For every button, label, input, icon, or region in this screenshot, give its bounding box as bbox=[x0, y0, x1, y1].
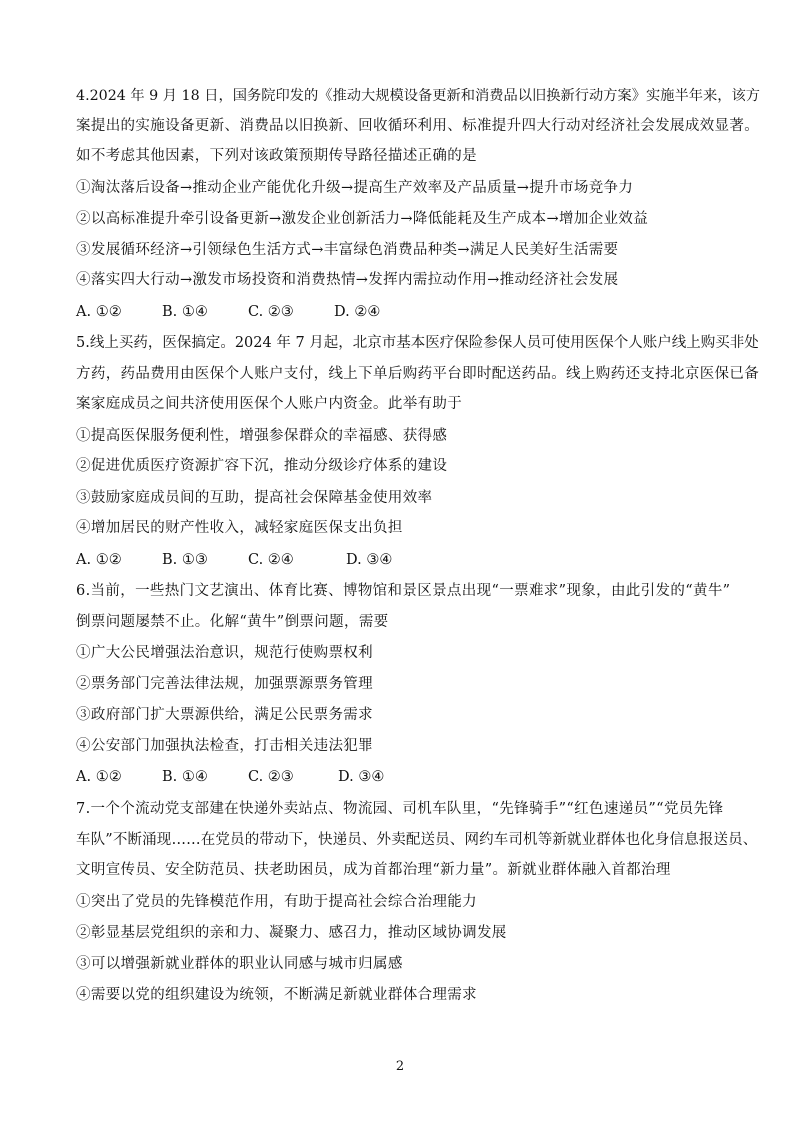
q4-option-b: B. ①④ bbox=[162, 304, 208, 320]
q6-item-1: ①广大公民增强法治意识，规范行使购票权利 bbox=[76, 645, 373, 661]
q6-options bbox=[76, 767, 384, 787]
q6-option-d: D. ③④ bbox=[338, 769, 385, 785]
q4-item-4: ④落实四大行动→激发市场投资和消费热情→发挥内需拉动作用→推动经济社会发展 bbox=[76, 272, 619, 288]
q5-item-1: ①提高医保服务便利性，增强参保群众的幸福感、获得感 bbox=[76, 428, 448, 444]
q4-option-d: D. ②④ bbox=[334, 304, 381, 320]
q4-option-a: A. ①② bbox=[76, 304, 122, 320]
q7-item-1: ①突出了党员的先锋模范作用，有助于提高社会综合治理能力 bbox=[76, 894, 477, 910]
q7-stem-line-3: 文明宣传员、安全防范员、扶老助困员，成为首都治理“新力量”。新就业群体融入首都治理 bbox=[76, 862, 671, 878]
q5-stem-line-1: 5.线上买药，医保搞定。2024 年 7 月起，北京市基本医疗保险参保人员可使用医保个人账户线上购买非处 bbox=[76, 335, 759, 351]
q4-options bbox=[76, 302, 380, 322]
q5-item-3: ③鼓励家庭成员间的互助，提高社会保障基金使用效率 bbox=[76, 490, 433, 506]
q6-item-4: ④公安部门加强执法检查，打击相关违法犯罪 bbox=[76, 738, 373, 754]
q4-stem-line-1: 4.2024 年 9 月 18 日，国务院印发的《推动大规模设备更新和消费品以旧换新行动方案》实施半年来，该方 bbox=[76, 88, 760, 104]
q6-stem-line-1: 6.当前，一些热门文艺演出、体育比赛、博物馆和景区景点出现“一票难求”现象，由此引发的“黄牛” bbox=[76, 583, 731, 599]
q7-item-2: ②彰显基层党组织的亲和力、凝聚力、感召力，推动区域协调发展 bbox=[76, 925, 507, 941]
q5-options bbox=[76, 550, 392, 570]
q6-option-a: A. ①② bbox=[76, 769, 122, 785]
q6-item-3: ③政府部门扩大票源供给，满足公民票务需求 bbox=[76, 707, 373, 723]
q7-stem-line-1: 7.一个个流动党支部建在快递外卖站点、物流园、司机车队里，“先锋骑手”“红色速递员”“党员先锋 bbox=[76, 801, 724, 817]
q5-option-a: A. ①② bbox=[76, 552, 122, 568]
q4-item-3: ③发展循环经济→引领绿色生活方式→丰富绿色消费品种类→满足人民美好生活需要 bbox=[76, 242, 619, 258]
q6-option-b: B. ①④ bbox=[162, 769, 208, 785]
q6-option-c: C. ②③ bbox=[248, 769, 294, 785]
q4-item-2: ②以高标准提升牵引设备更新→激发企业创新活力→降低能耗及生产成本→增加企业效益 bbox=[76, 211, 649, 227]
q5-stem-line-2: 方药，药品费用由医保个人账户支付，线上下单后购药平台即时配送药品。线上购药还支持北京医保已备 bbox=[76, 366, 760, 382]
q5-option-c: C. ②④ bbox=[248, 552, 294, 568]
q5-stem-line-3: 案家庭成员之间共济使用医保个人账户内资金。此举有助于 bbox=[76, 396, 463, 412]
q7-item-4: ④需要以党的组织建设为统领，不断满足新就业群体合理需求 bbox=[76, 987, 477, 1003]
q6-item-2: ②票务部门完善法律法规，加强票源票务管理 bbox=[76, 676, 373, 692]
q5-option-b: B. ①③ bbox=[162, 552, 208, 568]
page-number: 2 bbox=[395, 1059, 405, 1074]
q4-item-1: ①淘汰落后设备→推动企业产能优化升级→提高生产效率及产品质量→提升市场竞争力 bbox=[76, 180, 634, 196]
q7-item-3: ③可以增强新就业群体的职业认同感与城市归属感 bbox=[76, 956, 403, 972]
q6-stem-line-2: 倒票问题屡禁不止。化解“黄牛”倒票问题，需要 bbox=[76, 614, 389, 630]
q4-stem-line-3: 如不考虑其他因素，下列对该政策预期传导路径描述正确的是 bbox=[76, 148, 477, 164]
q5-item-4: ④增加居民的财产性收入，减轻家庭医保支出负担 bbox=[76, 520, 403, 536]
q5-item-2: ②促进优质医疗资源扩容下沉，推动分级诊疗体系的建设 bbox=[76, 458, 448, 474]
q4-stem-line-2: 案提出的实施设备更新、消费品以旧换新、回收循环利用、标准提升四大行动对经济社会发展成效显著。 bbox=[76, 118, 760, 134]
q5-option-d: D. ③④ bbox=[346, 552, 393, 568]
q7-stem-line-2: 车队”不断涌现……在党员的带动下，快递员、外卖配送员、网约车司机等新就业群体也化身信息报送员、 bbox=[76, 832, 758, 848]
q4-option-c: C. ②③ bbox=[248, 304, 294, 320]
